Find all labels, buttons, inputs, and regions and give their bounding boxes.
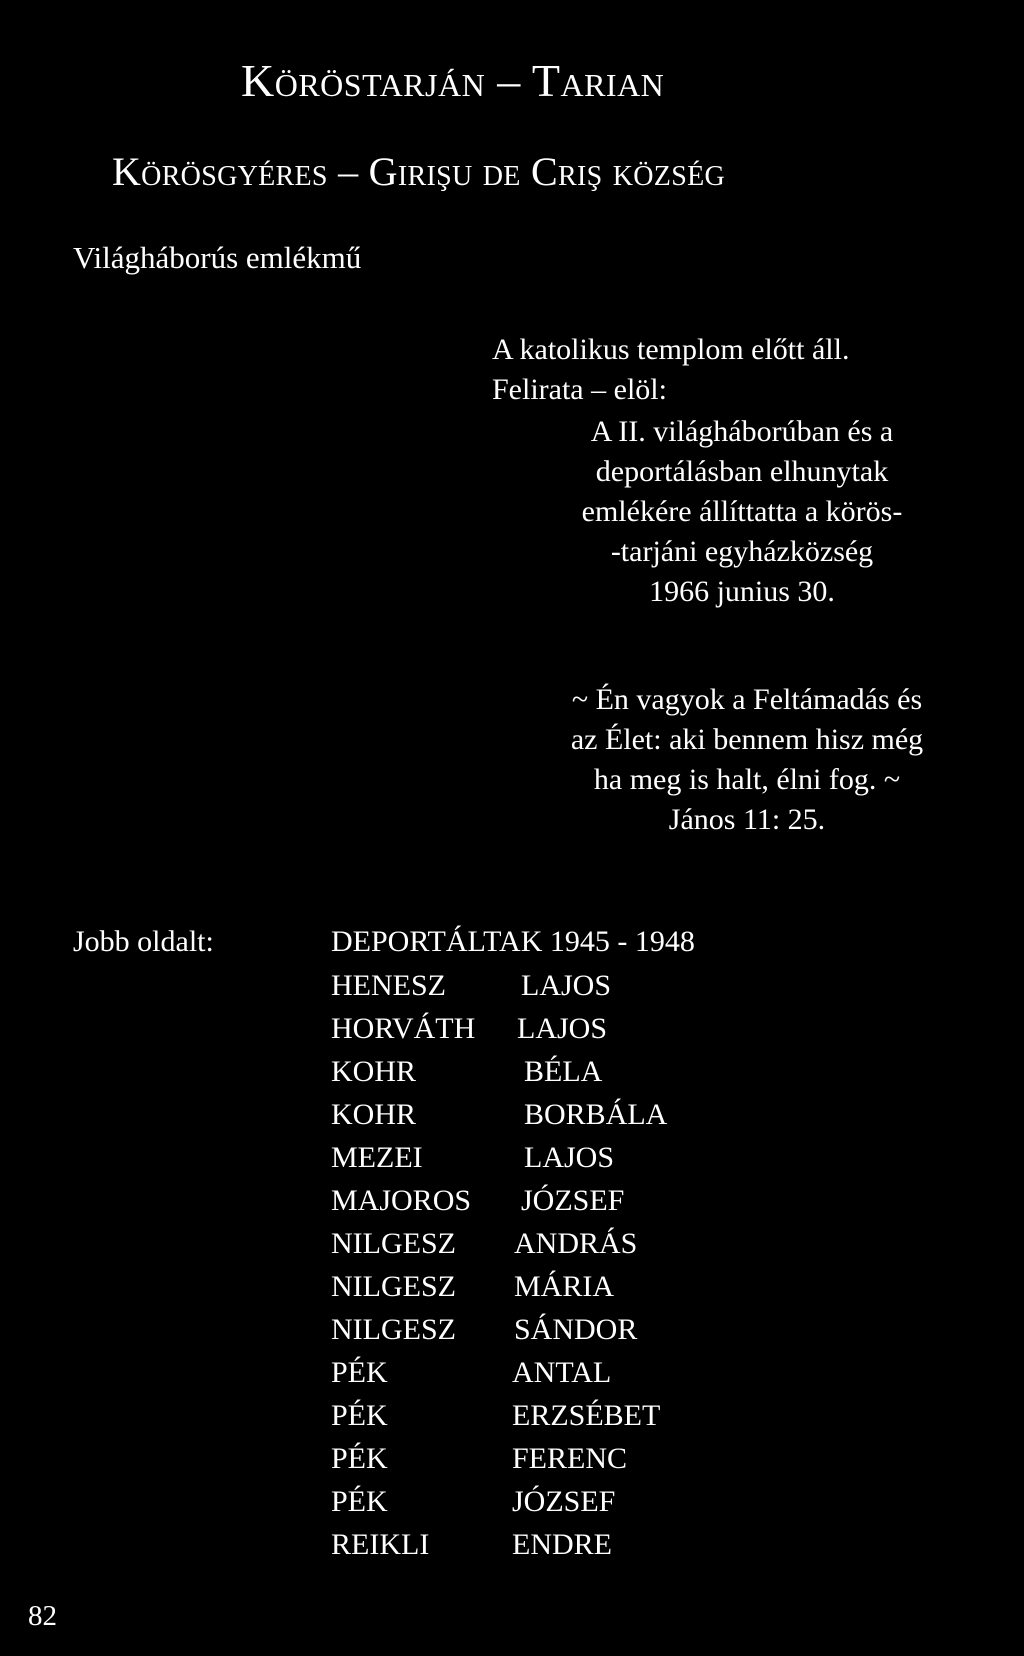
given-name: ERZSÉBET <box>512 1399 661 1432</box>
surname: KOHR <box>331 1055 417 1088</box>
surname: PÉK <box>331 1485 388 1518</box>
surname: PÉK <box>331 1356 388 1389</box>
quote-line: az Élet: aki bennem hisz még <box>570 723 924 756</box>
surname: REIKLI <box>331 1528 430 1561</box>
surname: HENESZ <box>331 969 446 1002</box>
page-subtitle: Körösgyéres – Girişu de Criş község <box>112 149 725 194</box>
inscription-line: -tarjáni egyházközség <box>610 535 874 568</box>
inscription-line: A II. világháborúban és a <box>590 415 894 448</box>
deported-heading: DEPORTÁLTAK 1945 - 1948 <box>331 925 695 958</box>
inscription-line: 1966 junius 30. <box>649 575 835 608</box>
page-title: Köröstarján – Tarian <box>241 55 665 106</box>
given-name: LAJOS <box>521 969 612 1002</box>
surname: NILGESZ <box>331 1227 456 1260</box>
quote-line: János 11: 25. <box>668 803 826 836</box>
surname: MEZEI <box>331 1141 423 1174</box>
intro-line: A katolikus templom előtt áll. <box>492 333 850 366</box>
given-name: ANTAL <box>512 1356 612 1389</box>
given-name: FERENC <box>512 1442 628 1475</box>
intro-line: Felirata – elöl: <box>492 373 667 406</box>
given-name: LAJOS <box>524 1141 615 1174</box>
inscription-line: emlékére állíttatta a körös- <box>581 495 903 528</box>
surname: PÉK <box>331 1442 388 1475</box>
quote-line: ~ Én vagyok a Feltámadás és <box>571 683 923 716</box>
given-name: SÁNDOR <box>514 1313 638 1346</box>
right-side-label: Jobb oldalt: <box>73 925 214 958</box>
inscription <box>552 412 932 612</box>
given-name: MÁRIA <box>514 1270 615 1303</box>
deported-list <box>331 966 751 1576</box>
given-name: BORBÁLA <box>524 1098 668 1131</box>
section-heading: Világháborús emlékmű <box>73 240 362 275</box>
quote-line: ha meg is halt, élni fog. ~ <box>593 763 901 796</box>
inscription-line: deportálásban elhunytak <box>595 455 889 488</box>
surname: NILGESZ <box>331 1270 456 1303</box>
surname: HORVÁTH <box>331 1012 476 1045</box>
surname: NILGESZ <box>331 1313 456 1346</box>
surname: MAJOROS <box>331 1184 472 1217</box>
surname: KOHR <box>331 1098 417 1131</box>
given-name: JÓZSEF <box>521 1184 625 1217</box>
given-name: ANDRÁS <box>514 1227 638 1260</box>
given-name: JÓZSEF <box>512 1485 616 1518</box>
given-name: LAJOS <box>517 1012 608 1045</box>
bible-quote <box>527 680 967 840</box>
intro-text <box>492 330 849 410</box>
surname: PÉK <box>331 1399 388 1432</box>
given-name: ENDRE <box>512 1528 612 1561</box>
page-number: 82 <box>28 1600 57 1632</box>
given-name: BÉLA <box>524 1055 603 1088</box>
